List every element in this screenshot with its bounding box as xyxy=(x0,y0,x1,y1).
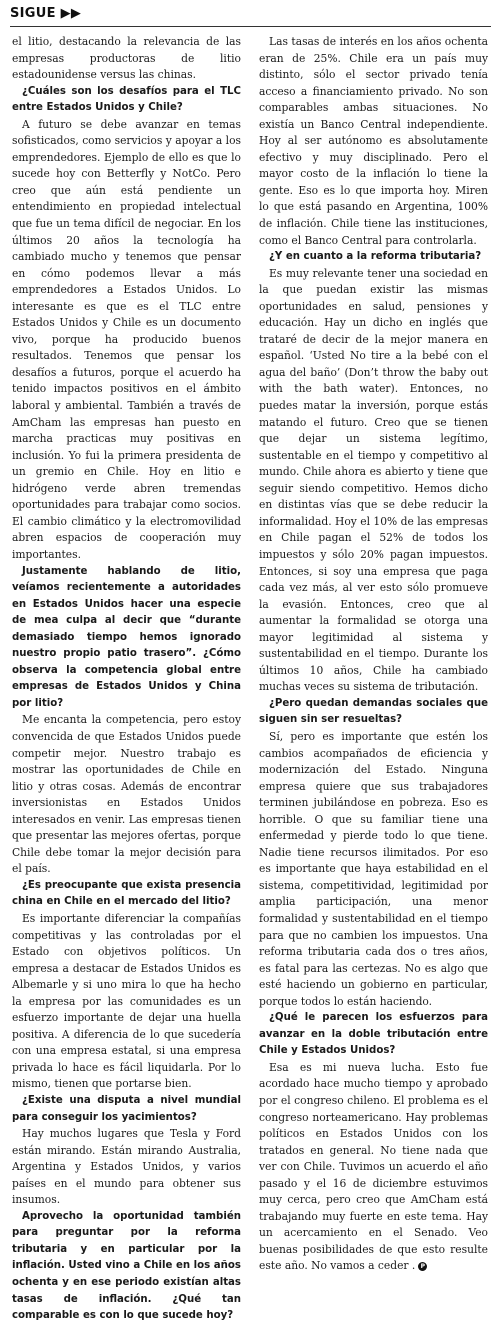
header-rule xyxy=(10,26,491,27)
interview-question: ¿Pero quedan demandas sociales que siguen sin ser resueltas? xyxy=(259,697,488,726)
interview-question: ¿Cuáles son los desafíos para el TLC entre Estados Unidos y Chile? xyxy=(12,85,241,114)
interview-question: Justamente hablando de litio, veíamos recientemente a autoridades en Estados Unidos hacer una especie de mea culpa al decir que “durante demasiado tiempo hemos ignorado nuestro propio patio trasero”. ¿Cómo observa la competencia global entre empresas de Estados Unidos y China por litio? xyxy=(12,565,241,709)
answer-paragraph: Me encanta la competencia, pero estoy convencida de que Estados Unidos puede competir mejor. Nuestro trabajo es mostrar las oportunidades de Chile en litio y otras cosas. Además de encontrar inversionistas en Estados Unidos interesados en venir. Las empresas tienen que presentar las mejores ofertas, porque Chile debe tomar la mejor decisión para el país. xyxy=(12,713,241,876)
answer-paragraph: Las tasas de interés en los años ochenta eran de 25%. Chile era un país muy distinto, sólo el sector privado tenía acceso a financiamiento privado. No son comparables ambas situaciones. No existía un Banco Central independiente. Hoy al ser autónomo es absolutamente efectivo y muy disciplinado. Pero el mayor costo de la inflación lo tiene la gente. Eso es lo que importa hoy. Miren lo que está pasando en Argentina, 100% de inflación. Chile tiene las instituciones, como el Banco Central para controlarla. xyxy=(259,35,488,247)
answer-paragraph: Es importante diferenciar la compañías competitivas y las controladas por el Estado con objetivos políticos. Un empresa a destacar de Estados Unidos es Albemarle y si uno mira lo que ha hecho la empresa por las comunidades es un esfuerzo importante de dejar una huella positiva. A diferencia de lo que sucedería con una empresa estatal, si una empresa privada lo hace es fácil liquidarla. Por lo mismo, tienen que portarse bien. xyxy=(12,911,241,1091)
answer-paragraph: A futuro se debe avanzar en temas sofisticados, como servicios y apoyar a los emprendedores. Ejemplo de ello es que lo sucede hoy con Betterfly y NotCo. Pero creo que aún está pendiente un entendimiento en propiedad intelectual que fue un tema difícil de negociar. En los últimos 20 años la tecnología ha cambiado mucho y tenemos que pensar en cómo podemos llevar a más emprendedores a Estados Unidos. Lo interesante es que es el TLC entre Estados Unidos y Chile es un documento vivo, porque ha producido buenos resultados. Tenemos que pensar los desafíos a futuros, porque el acuerdo ha tenido impactos positivos en el ámbito laboral y ambiental. También a través de AmCham las empresas han puesto en marcha practicas muy positivas en inclusión. Yo fui la primera presidenta de un gremio en Chile. Hoy en litio e hidrógeno verde abren tremendas oportunidades para trabajar como socios. El cambio climático y la electromovilidad abren espacios de cooperación muy importantes. xyxy=(12,117,241,561)
interview-question: ¿Y en cuanto a la reforma tributaria? xyxy=(269,251,482,263)
left-column xyxy=(12,34,241,1325)
interview-question: ¿Existe una disputa a nivel mundial para conseguir los yacimientos? xyxy=(12,1095,241,1123)
interview-question: ¿Es preocupante que exista presencia china en Chile en el mercado del litio? xyxy=(12,879,241,908)
end-of-article-icon: P xyxy=(418,1262,427,1271)
answer-paragraph: Esa es mi nueva lucha. Esto fue acordado hace mucho tiempo y aprobado por el congreso chileno. El problema es el congreso norteamericano. Hay problemas políticos en Estados Unidos con los tratados en general. No tiene nada que ver con Chile. Tuvimos un acuerdo el año pasado y el 16 de diciembre estuvimos muy cerca, pero creo que AmCham está trabajando muy fuerte en este tema. Hay un acercamiento en el Senado. Veo buenas posibilidades de que esto resulte este año. No vamos a ceder . P xyxy=(259,1060,488,1273)
answer-paragraph: Sí, pero es importante que estén los cambios acompañados de eficiencia y modernización del Estado. Ninguna empresa quiere que sus trabajadores terminen jubilándose en pobreza. Eso es horrible. O que su familiar tiene una enfermedad y pierde todo lo que tiene. Nadie tiene recursos ilimitados. Por eso es importante que haya estabilidad en el sistema, competitividad, legitimidad por amplia participación, una menor formalidad y sustentabilidad en el tiempo para que no cambien los impuestos. Una reforma tributaria cada dos o tres años, es fatal para las certezas. No es algo que esté haciendo un gobierno en particular, porque todos lo están haciendo. xyxy=(259,729,488,1008)
continued-header: SIGUE ▶▶ xyxy=(10,6,82,21)
interview-question: ¿Qué le parecen los esfuerzos para avanzar en la doble tributación entre Chile y Estados Unidos? xyxy=(259,1012,488,1057)
answer-paragraph: Hay muchos lugares que Tesla y Ford están mirando. Están mirando Australia, Argentina y Estados Unidos, y varios países en el mundo para obtener sus insumos. xyxy=(12,1127,241,1207)
right-column xyxy=(259,34,488,1275)
interview-question: Aprovecho la oportunidad también para preguntar por la reforma tributaria y en particular por la inflación. Usted vino a Chile en los años ochenta y en ese periodo existían altas tasas de inflación. ¿Qué tan comparable es con lo que sucede hoy? xyxy=(12,1210,241,1322)
answer-paragraph: el litio, destacando la relevancia de las empresas productoras de litio estadounidense versus las chinas. xyxy=(12,35,241,82)
answer-paragraph: Es muy relevante tener una sociedad en la que puedan existir las mismas oportunidades en salud, pensiones y educación. Hay un dicho en inglés que trataré de decir de la mejor manera en español. ‘Usted No tire a la bebé con el agua del baño’ (Don’t throw the baby out with the bath water). Entonces, no puedes matar la inversión, porque estás matando el futuro. Creo que se tienen que dejar un sistema legítimo, sustentable en el tiempo y competitivo al mundo. Chile ahora es abierto y tiene que seguir siendo competitivo. Hemos dicho en distintas vías que se debe reducir la informalidad. Hoy el 10% de las empresas en Chile pagan el 52% de todos los impuestos y sólo 20% pagan impuestos. Entonces, si soy una empresa que paga cada vez más, al ver esto sólo promueve la evasión. Entonces, creo que al aumentar la formalidad se otorga una mayor legitimidad al sistema y sustentabilidad en el tiempo. Durante los últimos 10 años, Chile ha cambiado muchas veces su sistema de tributación. xyxy=(259,266,488,694)
